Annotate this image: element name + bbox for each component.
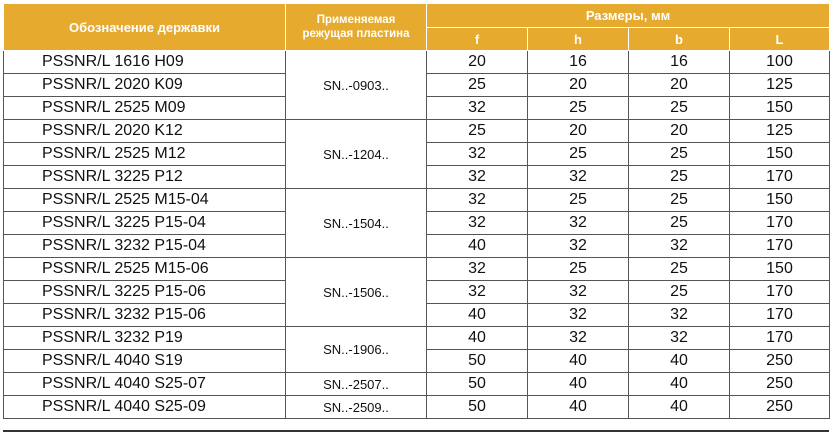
dimension-L-cell: 170 bbox=[730, 235, 830, 258]
dimension-f-cell: 50 bbox=[427, 373, 528, 396]
insert-code-cell: SN..-2509.. bbox=[286, 396, 427, 419]
dimension-L-cell: 170 bbox=[730, 327, 830, 350]
holder-dimensions-table bbox=[3, 3, 830, 419]
dimension-L-cell: 250 bbox=[730, 373, 830, 396]
dimension-h-cell: 25 bbox=[528, 97, 629, 120]
dimension-f-cell: 32 bbox=[427, 97, 528, 120]
insert-code-cell: SN..-1906.. bbox=[286, 327, 427, 373]
table-row bbox=[4, 51, 830, 74]
dimension-f-cell: 32 bbox=[427, 189, 528, 212]
dimension-b-cell: 25 bbox=[629, 97, 730, 120]
dimension-h-cell: 32 bbox=[528, 166, 629, 189]
dimension-L-cell: 125 bbox=[730, 120, 830, 143]
insert-code-cell: SN..-1504.. bbox=[286, 189, 427, 258]
column-header-f: f bbox=[427, 28, 528, 51]
table-row bbox=[4, 327, 830, 350]
dimension-f-cell: 50 bbox=[427, 396, 528, 419]
table-row bbox=[4, 189, 830, 212]
dimension-f-cell: 32 bbox=[427, 212, 528, 235]
holder-designation-cell: PSSNR/L 4040 S25-07 bbox=[4, 373, 286, 396]
holder-designation-cell: PSSNR/L 4040 S19 bbox=[4, 350, 286, 373]
holder-designation-cell: PSSNR/L 3225 P12 bbox=[4, 166, 286, 189]
dimension-h-cell: 40 bbox=[528, 396, 629, 419]
dimension-h-cell: 32 bbox=[528, 212, 629, 235]
dimension-f-cell: 25 bbox=[427, 120, 528, 143]
dimension-L-cell: 170 bbox=[730, 166, 830, 189]
dimension-f-cell: 20 bbox=[427, 51, 528, 74]
holder-designation-cell: PSSNR/L 2525 M12 bbox=[4, 143, 286, 166]
holder-designation-cell: PSSNR/L 2020 K09 bbox=[4, 74, 286, 97]
table-header bbox=[4, 4, 830, 51]
insert-code-cell: SN..-0903.. bbox=[286, 51, 427, 120]
holder-designation-cell: PSSNR/L 3225 P15-04 bbox=[4, 212, 286, 235]
holder-designation-cell: PSSNR/L 3232 P19 bbox=[4, 327, 286, 350]
dimension-b-cell: 40 bbox=[629, 373, 730, 396]
holder-designation-cell: PSSNR/L 2020 K12 bbox=[4, 120, 286, 143]
dimension-h-cell: 32 bbox=[528, 327, 629, 350]
table-row bbox=[4, 373, 830, 396]
dimension-L-cell: 170 bbox=[730, 212, 830, 235]
dimension-L-cell: 100 bbox=[730, 51, 830, 74]
dimension-L-cell: 170 bbox=[730, 281, 830, 304]
dimension-L-cell: 150 bbox=[730, 143, 830, 166]
dimension-f-cell: 32 bbox=[427, 166, 528, 189]
dimension-b-cell: 25 bbox=[629, 281, 730, 304]
dimension-b-cell: 16 bbox=[629, 51, 730, 74]
insert-header-line1: Применяемая bbox=[316, 14, 396, 26]
dimension-h-cell: 25 bbox=[528, 143, 629, 166]
dimension-b-cell: 20 bbox=[629, 120, 730, 143]
dimension-f-cell: 40 bbox=[427, 327, 528, 350]
dimension-b-cell: 25 bbox=[629, 258, 730, 281]
dimension-L-cell: 250 bbox=[730, 350, 830, 373]
dimension-h-cell: 32 bbox=[528, 235, 629, 258]
dimension-h-cell: 16 bbox=[528, 51, 629, 74]
dimension-b-cell: 25 bbox=[629, 189, 730, 212]
dimension-h-cell: 40 bbox=[528, 350, 629, 373]
holder-designation-cell: PSSNR/L 3225 P15-06 bbox=[4, 281, 286, 304]
dimension-b-cell: 40 bbox=[629, 350, 730, 373]
table-body bbox=[4, 51, 830, 419]
holder-designation-cell: PSSNR/L 2525 M09 bbox=[4, 97, 286, 120]
dimension-f-cell: 32 bbox=[427, 281, 528, 304]
dimensions-group-header: Размеры, мм bbox=[427, 4, 830, 28]
insert-code-cell: SN..-2507.. bbox=[286, 373, 427, 396]
dimension-b-cell: 25 bbox=[629, 212, 730, 235]
insert-code-cell: SN..-1204.. bbox=[286, 120, 427, 189]
dimension-L-cell: 150 bbox=[730, 97, 830, 120]
dimension-f-cell: 50 bbox=[427, 350, 528, 373]
dimension-f-cell: 32 bbox=[427, 143, 528, 166]
column-header-b: b bbox=[629, 28, 730, 51]
table-row bbox=[4, 120, 830, 143]
insert-code-cell: SN..-1506.. bbox=[286, 258, 427, 327]
dimension-f-cell: 32 bbox=[427, 258, 528, 281]
holder-designation-cell: PSSNR/L 3232 P15-06 bbox=[4, 304, 286, 327]
column-header-L: L bbox=[730, 28, 830, 51]
holder-designation-cell: PSSNR/L 2525 M15-06 bbox=[4, 258, 286, 281]
table-row bbox=[4, 396, 830, 419]
holder-designation-cell: PSSNR/L 1616 H09 bbox=[4, 51, 286, 74]
dimension-b-cell: 32 bbox=[629, 327, 730, 350]
holder-designation-cell: PSSNR/L 3232 P15-04 bbox=[4, 235, 286, 258]
dimension-L-cell: 125 bbox=[730, 74, 830, 97]
dimension-L-cell: 250 bbox=[730, 396, 830, 419]
dimension-L-cell: 170 bbox=[730, 304, 830, 327]
column-header-h: h bbox=[528, 28, 629, 51]
dimension-b-cell: 20 bbox=[629, 74, 730, 97]
dimension-b-cell: 25 bbox=[629, 143, 730, 166]
dimension-h-cell: 25 bbox=[528, 189, 629, 212]
dimension-h-cell: 20 bbox=[528, 74, 629, 97]
bottom-divider bbox=[3, 430, 829, 432]
dimension-b-cell: 40 bbox=[629, 396, 730, 419]
dimension-b-cell: 32 bbox=[629, 304, 730, 327]
dimension-h-cell: 25 bbox=[528, 258, 629, 281]
holder-designation-cell: PSSNR/L 4040 S25-09 bbox=[4, 396, 286, 419]
dimension-f-cell: 40 bbox=[427, 235, 528, 258]
table-row bbox=[4, 258, 830, 281]
insert-header-line2: режущая пластина bbox=[302, 28, 410, 40]
dimension-h-cell: 40 bbox=[528, 373, 629, 396]
dimension-f-cell: 25 bbox=[427, 74, 528, 97]
dimension-h-cell: 32 bbox=[528, 304, 629, 327]
dimension-L-cell: 150 bbox=[730, 258, 830, 281]
dimension-b-cell: 25 bbox=[629, 166, 730, 189]
dimension-f-cell: 40 bbox=[427, 304, 528, 327]
dimension-L-cell: 150 bbox=[730, 189, 830, 212]
holder-designation-cell: PSSNR/L 2525 M15-04 bbox=[4, 189, 286, 212]
insert-column-header bbox=[286, 4, 427, 51]
dimension-h-cell: 20 bbox=[528, 120, 629, 143]
dimension-h-cell: 32 bbox=[528, 281, 629, 304]
dimension-b-cell: 32 bbox=[629, 235, 730, 258]
holder-column-header: Обозначение державки bbox=[4, 4, 286, 51]
